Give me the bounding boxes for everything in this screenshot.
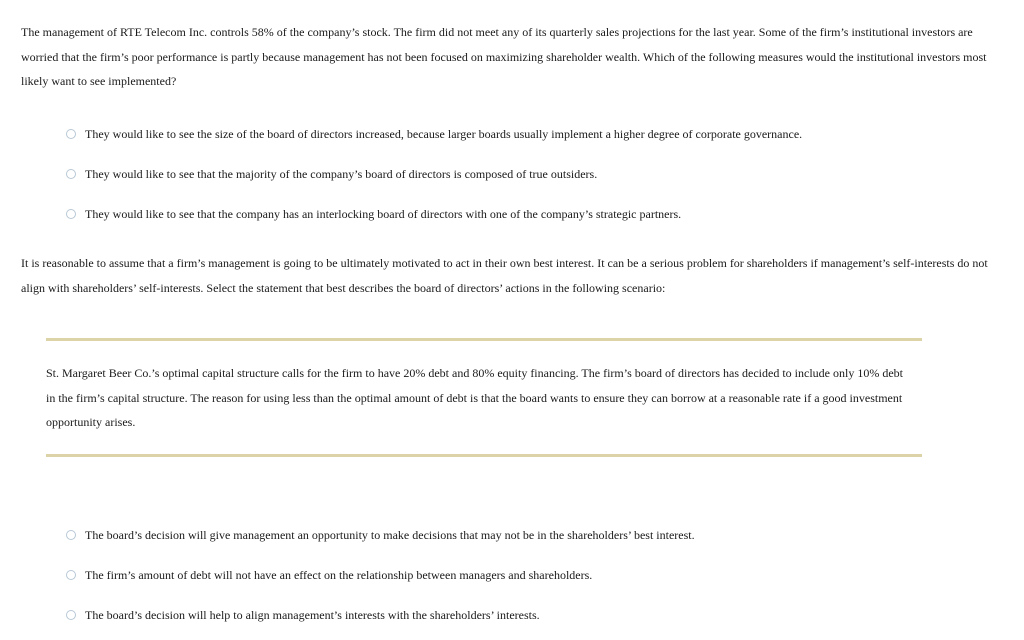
scenario-bottom-divider: [46, 454, 922, 457]
q2-option-c[interactable]: [66, 595, 966, 635]
radio-button-icon[interactable]: [66, 129, 76, 139]
option-label: They would like to see that the company has an interlocking board of directors with one of the company’s strategic partners.: [85, 207, 682, 221]
radio-button-icon[interactable]: [66, 570, 76, 580]
question-1-prompt: The management of RTE Telecom Inc. controls 58% of the company’s stock. The firm did not meet any of its quarterly sales projections for the last year. Some of the firm’s institutional investors are worried that the firm’s poor performance is partly because management has not been focused on maximizing shareholder wealth. Which of the following measures would the institutional investors most likely want to see implemented?: [21, 25, 987, 88]
scenario-text: St. Margaret Beer Co.’s optimal capital structure calls for the firm to have 20% debt and 80% equity financing. The firm’s board of directors has decided to include only 10% debt in the firm’s capital structure. The reason for using less than the optimal amount of debt is that the board wants to ensure they can borrow at a reasonable rate if a good investment opportunity arises.: [46, 366, 903, 429]
radio-button-icon[interactable]: [66, 610, 76, 620]
radio-button-icon[interactable]: [66, 530, 76, 540]
option-label: The firm’s amount of debt will not have an effect on the relationship between managers and shareholders.: [85, 568, 593, 582]
q1-option-c[interactable]: [66, 194, 966, 234]
q1-option-a[interactable]: [66, 114, 966, 154]
option-label: They would like to see the size of the board of directors increased, because larger boards usually implement a higher degree of corporate governance.: [85, 127, 803, 141]
scenario-top-divider: [46, 338, 922, 341]
option-label: They would like to see that the majority of the company’s board of directors is composed of true outsiders.: [85, 167, 598, 181]
option-label: The board’s decision will help to align management’s interests with the shareholders’ interests.: [85, 608, 540, 622]
question-2-prompt: It is reasonable to assume that a firm’s management is going to be ultimately motivated to act in their own best interest. It can be a serious problem for shareholders if management’s self-interests do not align with shareholders’ self-interests. Select the statement that best describes the board of directors’ actions in the following scenario:: [21, 256, 988, 295]
radio-button-icon[interactable]: [66, 209, 76, 219]
q2-option-a[interactable]: [66, 515, 966, 555]
option-label: The board’s decision will give management an opportunity to make decisions that may not be in the shareholders’ best interest.: [85, 528, 695, 542]
q1-option-b[interactable]: [66, 154, 966, 194]
question-1-options: [66, 114, 966, 234]
radio-button-icon[interactable]: [66, 169, 76, 179]
q2-option-b[interactable]: [66, 555, 966, 595]
question-2-options: [66, 515, 966, 635]
